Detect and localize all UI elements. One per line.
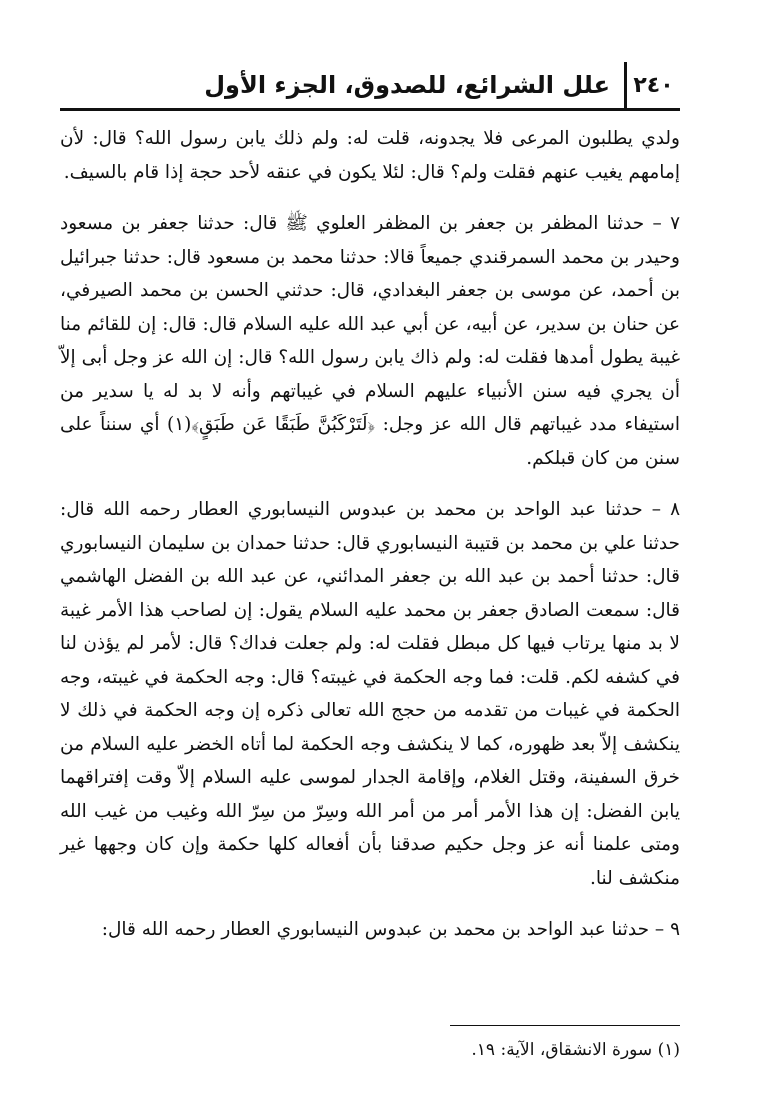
page-number: ٢٤٠: [624, 62, 680, 108]
footnote-divider: [450, 1025, 680, 1026]
paragraph-hadith-9: ٩ – حدثنا عبد الواحد بن محمد بن عبدوس النيسابوري العطار رحمه الله قال:: [101, 919, 680, 940]
footnote: (١) سورة الانشقاق، الآية: ١٩.: [471, 1040, 680, 1060]
paragraph-hadith-7: ٧ – حدثنا المظفر بن جعفر بن المظفر العلوي ﷺ قال: حدثنا جعفر بن مسعود وحيدر بن محمد السمرقندي جميعاً قالا: حدثنا محمد بن مسعود قال: حدثنا جبرائيل بن أحمد، عن موسى بن جعفر البغدادي، قال: حدثني الحسن بن محمد الصيرفي، عن حنان بن سدير، عن أبيه، عن أبي عبد الله عليه السلام قال: قال: إن للقائم منا غيبة يطول أمدها فقلت له: ولم ذاك يابن رسول الله؟ قال: إن الله عز وجل أبى إلاّ أن يجري فيه سنن الأنبياء عليهم السلام في غيباتهم وأنه لا بد له يا سدير من استيفاء مدد غيباتهم قال الله عز وجل: ﴿لَتَرْكَبُنَّ طَبَقًا عَن طَبَقٍ﴾(١) أي سنناً على سنن من كان قبلكم.: [60, 213, 681, 469]
running-title: علل الشرائع، للصدوق، الجزء الأول: [204, 71, 610, 99]
main-text: [60, 122, 680, 947]
page-header: [60, 62, 680, 111]
paragraph-1: ولدي يطلبون المرعى فلا يجدونه، قلت له: ولم ذلك يابن رسول الله؟ قال: لأن إمامهم يغيب عنهم فقلت ولم؟ قال: لئلا يكون في عنقه لأحد حجة إذا قام بالسيف.: [60, 128, 680, 183]
paragraph-hadith-8: ٨ – حدثنا عبد الواحد بن محمد بن عبدوس النيسابوري العطار رحمه الله قال: حدثنا علي بن محمد بن قتيبة النيسابوري قال: حدثنا حمدان بن سليمان النيسابوري قال: حدثنا أحمد بن عبد الله بن جعفر المدائني، عن عبد الله بن الفضل الهاشمي قال: سمعت الصادق جعفر بن محمد عليه السلام يقول: إن لصاحب هذا الأمر غيبة لا بد منها يرتاب فيها كل مبطل فقلت له: ولم جعلت فداك؟ قال: لأمر لم يؤذن لنا في كشفه لكم. قلت: فما وجه الحكمة في غيبته؟ قال: وجه الحكمة في غيبته، وجه الحكمة في غيبات من تقدمه من حجج الله تعالى ذكره إن وجه الحكمة في ذلك لا ينكشف إلاّ بعد ظهوره، كما لا ينكشف وجه الحكمة لما أتاه الخضر عليه السلام من خرق السفينة، وقتل الغلام، وإقامة الجدار لموسى عليه السلام إلاّ وقت إفتراقهما يابن الفضل: إن هذا الأمر أمر من أمر الله وسِرّ من سِرّ الله وغيب من غيب الله ومتى علمنا أنه عز وجل حكيم صدقنا بأن أفعاله كلها حكمة وإن كان وجهها غير منكشف لنا.: [60, 499, 680, 889]
